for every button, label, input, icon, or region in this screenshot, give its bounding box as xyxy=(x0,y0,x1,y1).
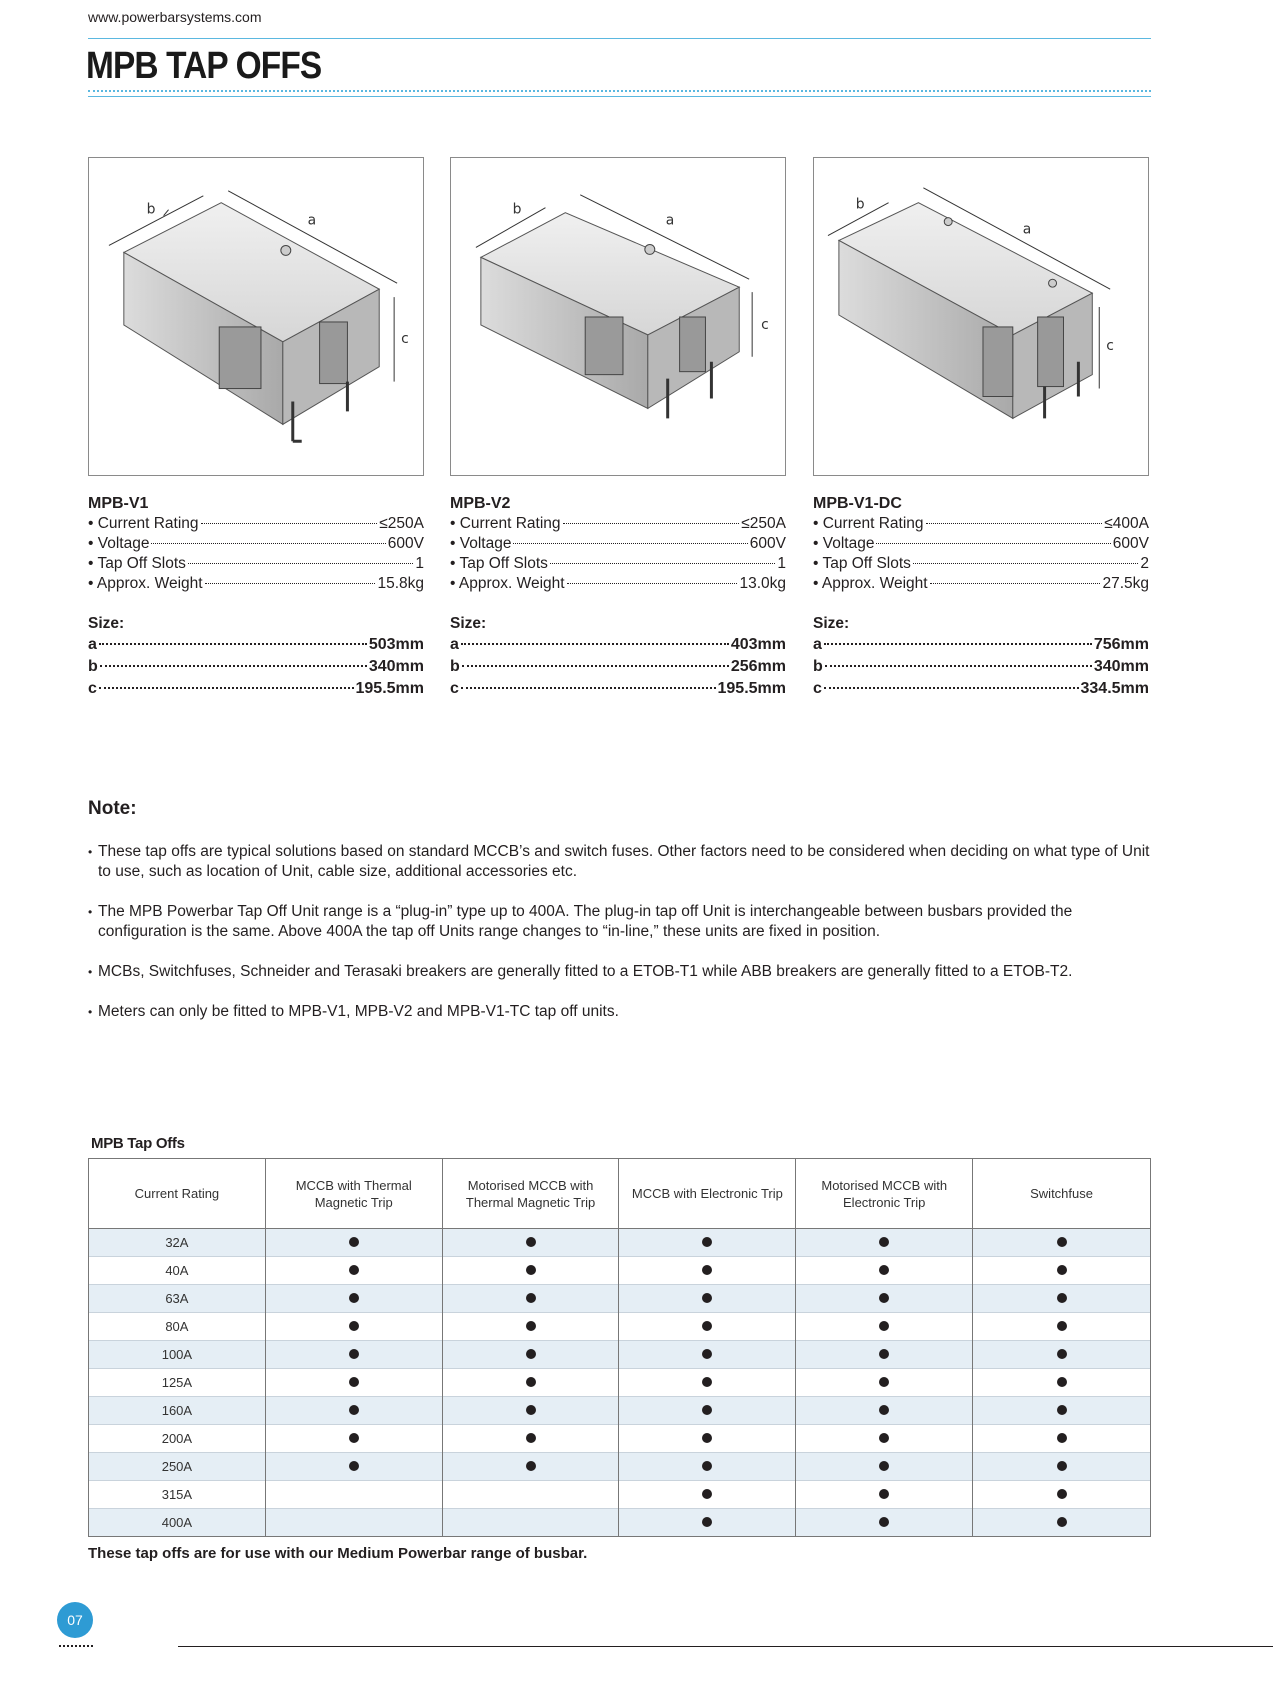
size-row: a 503mm xyxy=(88,636,424,653)
spec-row: • Voltage 600V xyxy=(813,535,1149,552)
table-row xyxy=(89,1229,1151,1257)
available-dot-icon xyxy=(879,1265,889,1275)
column-header: MCCB with Thermal Magnetic Trip xyxy=(265,1159,442,1229)
availability-cell xyxy=(265,1509,442,1537)
availability-cell xyxy=(973,1229,1151,1257)
availability-cell xyxy=(796,1369,973,1397)
available-dot-icon xyxy=(349,1405,359,1415)
availability-cell xyxy=(973,1257,1151,1285)
available-dot-icon xyxy=(526,1265,536,1275)
table-row xyxy=(89,1509,1151,1537)
available-dot-icon xyxy=(349,1349,359,1359)
size-row: b 340mm xyxy=(88,658,424,675)
available-dot-icon xyxy=(702,1237,712,1247)
available-dot-icon xyxy=(1057,1321,1067,1331)
tap-off-table xyxy=(88,1158,1151,1537)
availability-cell xyxy=(973,1425,1151,1453)
availability-cell xyxy=(619,1509,796,1537)
available-dot-icon xyxy=(349,1461,359,1471)
availability-cell xyxy=(973,1313,1151,1341)
available-dot-icon xyxy=(526,1461,536,1471)
table-row xyxy=(89,1481,1151,1509)
product-name: MPB-V1-DC xyxy=(813,495,902,512)
availability-cell xyxy=(619,1397,796,1425)
availability-cell xyxy=(796,1453,973,1481)
column-header: Current Rating xyxy=(89,1159,266,1229)
availability-cell xyxy=(442,1453,619,1481)
available-dot-icon xyxy=(702,1377,712,1387)
availability-cell xyxy=(442,1229,619,1257)
dimension-label-a: a xyxy=(307,212,317,229)
spec-block-mpb-v2 xyxy=(450,494,786,700)
available-dot-icon xyxy=(1057,1293,1067,1303)
header-rule xyxy=(88,38,1151,39)
column-header: Motorised MCCB with Electronic Trip xyxy=(796,1159,973,1229)
table-row xyxy=(89,1369,1151,1397)
dimension-label-a: a xyxy=(665,212,675,229)
dimension-label-c: c xyxy=(1106,337,1114,354)
spec-row: • Approx. Weight 15.8kg xyxy=(88,575,424,592)
spec-row: • Tap Off Slots 1 xyxy=(88,555,424,572)
footnote: These tap offs are for use with our Medium Powerbar range of busbar. xyxy=(88,1545,588,1562)
spec-row: • Current Rating ≤400A xyxy=(813,515,1149,532)
spec-row: • Current Rating ≤250A xyxy=(450,515,786,532)
available-dot-icon xyxy=(702,1517,712,1527)
product-image-mpb-v2 xyxy=(450,157,786,476)
availability-cell xyxy=(796,1229,973,1257)
availability-cell xyxy=(442,1369,619,1397)
spec-row: • Approx. Weight 27.5kg xyxy=(813,575,1149,592)
rating-cell: 315A xyxy=(89,1481,266,1509)
available-dot-icon xyxy=(879,1489,889,1499)
availability-cell xyxy=(442,1425,619,1453)
spec-row: • Tap Off Slots 2 xyxy=(813,555,1149,572)
availability-cell xyxy=(265,1257,442,1285)
available-dot-icon xyxy=(349,1237,359,1247)
availability-cell xyxy=(796,1481,973,1509)
availability-cell xyxy=(265,1481,442,1509)
availability-cell xyxy=(973,1453,1151,1481)
dimension-label-a: a xyxy=(1022,221,1032,238)
rating-cell: 400A xyxy=(89,1509,266,1537)
available-dot-icon xyxy=(702,1321,712,1331)
available-dot-icon xyxy=(879,1293,889,1303)
availability-cell xyxy=(619,1369,796,1397)
availability-cell xyxy=(796,1285,973,1313)
product-name: MPB-V1 xyxy=(88,495,149,512)
availability-cell xyxy=(619,1425,796,1453)
available-dot-icon xyxy=(1057,1461,1067,1471)
available-dot-icon xyxy=(526,1349,536,1359)
availability-cell xyxy=(265,1229,442,1257)
available-dot-icon xyxy=(1057,1265,1067,1275)
availability-cell xyxy=(973,1369,1151,1397)
note-item: • These tap offs are typical solutions based on standard MCCB’s and switch fuses. Other factors need to be considered when deciding on what type of Unit to use, such as location of Unit, cable size, additional accessories etc. xyxy=(88,842,1158,882)
available-dot-icon xyxy=(349,1433,359,1443)
spec-block-mpb-v1 xyxy=(88,494,424,700)
note-list xyxy=(88,842,1158,1042)
available-dot-icon xyxy=(879,1349,889,1359)
enclosure-drawing xyxy=(814,158,1148,475)
available-dot-icon xyxy=(1057,1377,1067,1387)
available-dot-icon xyxy=(879,1517,889,1527)
table-row xyxy=(89,1341,1151,1369)
spec-row: • Approx. Weight 13.0kg xyxy=(450,575,786,592)
availability-cell xyxy=(442,1257,619,1285)
size-row: a 756mm xyxy=(813,636,1149,653)
available-dot-icon xyxy=(879,1321,889,1331)
availability-cell xyxy=(619,1341,796,1369)
product-image-mpb-v1-dc xyxy=(813,157,1149,476)
available-dot-icon xyxy=(349,1293,359,1303)
availability-cell xyxy=(796,1509,973,1537)
size-row: a 403mm xyxy=(450,636,786,653)
page-dots-rule xyxy=(59,1645,93,1647)
availability-cell xyxy=(973,1341,1151,1369)
available-dot-icon xyxy=(349,1321,359,1331)
available-dot-icon xyxy=(879,1237,889,1247)
availability-cell xyxy=(619,1257,796,1285)
availability-cell xyxy=(442,1509,619,1537)
availability-cell xyxy=(796,1341,973,1369)
availability-cell xyxy=(265,1341,442,1369)
note-item: • MCBs, Switchfuses, Schneider and Terasaki breakers are generally fitted to a ETOB-T1 while ABB breakers are generally fitted to a ETOB-T2. xyxy=(88,962,1158,982)
available-dot-icon xyxy=(526,1321,536,1331)
availability-cell xyxy=(442,1397,619,1425)
product-image-mpb-v1 xyxy=(88,157,424,476)
available-dot-icon xyxy=(526,1293,536,1303)
size-row: c 195.5mm xyxy=(450,680,786,697)
available-dot-icon xyxy=(702,1293,712,1303)
availability-cell xyxy=(265,1369,442,1397)
available-dot-icon xyxy=(879,1461,889,1471)
available-dot-icon xyxy=(1057,1237,1067,1247)
available-dot-icon xyxy=(526,1237,536,1247)
enclosure-drawing xyxy=(89,158,423,475)
available-dot-icon xyxy=(526,1377,536,1387)
rating-cell: 250A xyxy=(89,1453,266,1481)
availability-cell xyxy=(619,1453,796,1481)
note-item: • Meters can only be fitted to MPB-V1, MPB-V2 and MPB-V1-TC tap off units. xyxy=(88,1002,1158,1022)
available-dot-icon xyxy=(879,1405,889,1415)
rating-cell: 40A xyxy=(89,1257,266,1285)
available-dot-icon xyxy=(702,1489,712,1499)
spec-block-mpb-v1-dc xyxy=(813,494,1149,700)
availability-cell xyxy=(442,1481,619,1509)
availability-cell xyxy=(619,1285,796,1313)
availability-cell xyxy=(796,1257,973,1285)
rating-cell: 63A xyxy=(89,1285,266,1313)
size-row: c 195.5mm xyxy=(88,680,424,697)
dimension-label-b: b xyxy=(855,196,865,213)
title-rule xyxy=(88,96,1151,97)
table-row xyxy=(89,1425,1151,1453)
table-row xyxy=(89,1257,1151,1285)
dimension-label-b: b xyxy=(146,201,156,218)
spec-row: • Voltage 600V xyxy=(88,535,424,552)
product-name: MPB-V2 xyxy=(450,495,511,512)
availability-cell xyxy=(442,1341,619,1369)
page-title: MPB TAP OFFS xyxy=(86,45,322,87)
available-dot-icon xyxy=(1057,1405,1067,1415)
table-caption: MPB Tap Offs xyxy=(91,1135,185,1152)
availability-cell xyxy=(265,1285,442,1313)
available-dot-icon xyxy=(702,1349,712,1359)
availability-cell xyxy=(265,1397,442,1425)
availability-cell xyxy=(973,1285,1151,1313)
note-heading: Note: xyxy=(88,798,137,819)
size-heading: Size: xyxy=(88,615,125,632)
available-dot-icon xyxy=(349,1377,359,1387)
spec-row: • Current Rating ≤250A xyxy=(88,515,424,532)
dimension-label-b: b xyxy=(512,201,522,218)
column-header: Switchfuse xyxy=(973,1159,1151,1229)
title-dotted-rule xyxy=(88,90,1151,92)
available-dot-icon xyxy=(1057,1517,1067,1527)
rating-cell: 200A xyxy=(89,1425,266,1453)
table-row xyxy=(89,1453,1151,1481)
table-row xyxy=(89,1313,1151,1341)
dimension-label-c: c xyxy=(761,316,769,333)
size-heading: Size: xyxy=(450,615,487,632)
available-dot-icon xyxy=(1057,1349,1067,1359)
availability-cell xyxy=(973,1397,1151,1425)
availability-cell xyxy=(973,1481,1151,1509)
footer-rule xyxy=(178,1646,1273,1647)
size-row: c 334.5mm xyxy=(813,680,1149,697)
column-header: MCCB with Electronic Trip xyxy=(619,1159,796,1229)
availability-cell xyxy=(796,1425,973,1453)
size-row: b 256mm xyxy=(450,658,786,675)
note-item: • The MPB Powerbar Tap Off Unit range is a “plug-in” type up to 400A. The plug-in tap off Unit is interchangeable between busbars provided the configuration is the same. Above 400A the tap off Units range changes to “in-line,” these units are fixed in position. xyxy=(88,902,1158,942)
available-dot-icon xyxy=(879,1433,889,1443)
available-dot-icon xyxy=(1057,1433,1067,1443)
enclosure-drawing xyxy=(451,158,785,475)
availability-cell xyxy=(442,1285,619,1313)
available-dot-icon xyxy=(702,1405,712,1415)
availability-cell xyxy=(973,1509,1151,1537)
rating-cell: 80A xyxy=(89,1313,266,1341)
site-url[interactable]: www.powerbarsystems.com xyxy=(88,9,262,25)
availability-cell xyxy=(265,1453,442,1481)
spec-row: • Voltage 600V xyxy=(450,535,786,552)
availability-cell xyxy=(265,1313,442,1341)
availability-cell xyxy=(619,1229,796,1257)
available-dot-icon xyxy=(526,1433,536,1443)
availability-cell xyxy=(796,1397,973,1425)
rating-cell: 32A xyxy=(89,1229,266,1257)
available-dot-icon xyxy=(526,1405,536,1415)
availability-cell xyxy=(442,1313,619,1341)
spec-row: • Tap Off Slots 1 xyxy=(450,555,786,572)
available-dot-icon xyxy=(349,1265,359,1275)
available-dot-icon xyxy=(879,1377,889,1387)
available-dot-icon xyxy=(1057,1489,1067,1499)
dimension-label-c: c xyxy=(401,330,409,347)
table-row xyxy=(89,1285,1151,1313)
size-heading: Size: xyxy=(813,615,850,632)
available-dot-icon xyxy=(702,1461,712,1471)
page-number: 07 xyxy=(57,1602,93,1638)
available-dot-icon xyxy=(702,1433,712,1443)
size-row: b 340mm xyxy=(813,658,1149,675)
rating-cell: 100A xyxy=(89,1341,266,1369)
rating-cell: 125A xyxy=(89,1369,266,1397)
availability-cell xyxy=(265,1425,442,1453)
availability-cell xyxy=(796,1313,973,1341)
rating-cell: 160A xyxy=(89,1397,266,1425)
availability-cell xyxy=(619,1313,796,1341)
column-header: Motorised MCCB with Thermal Magnetic Trip xyxy=(442,1159,619,1229)
availability-cell xyxy=(619,1481,796,1509)
table-row xyxy=(89,1397,1151,1425)
table-header-row xyxy=(89,1159,1151,1229)
available-dot-icon xyxy=(702,1265,712,1275)
